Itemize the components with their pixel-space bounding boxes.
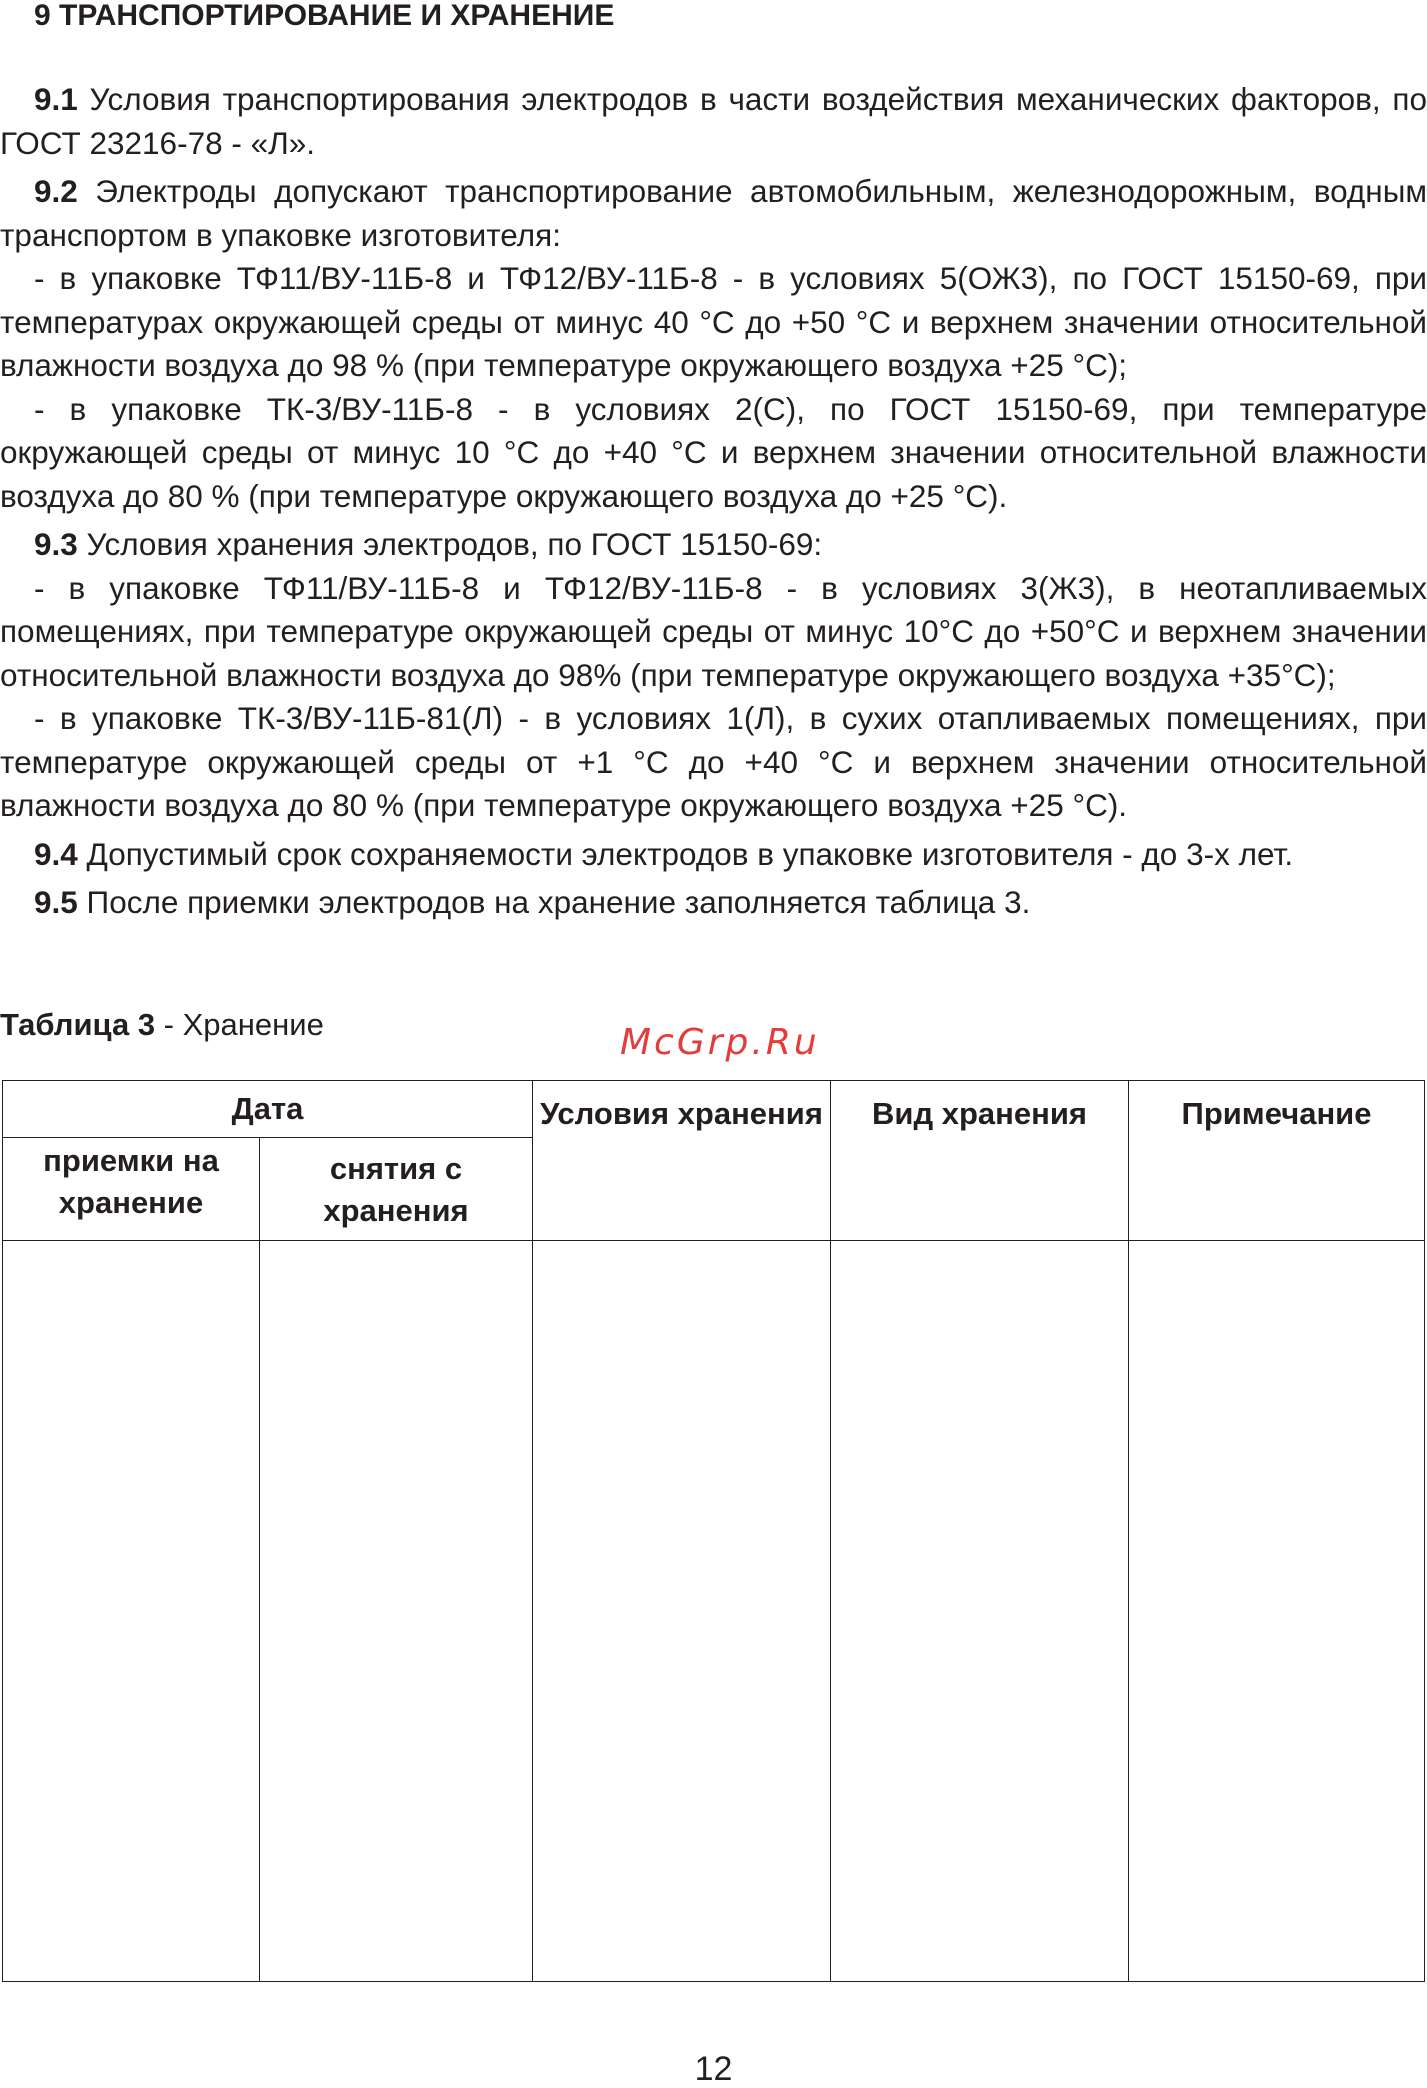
paragraph-text: Допустимый срок сохраняемости электродов в упаковке изготовителя - до 3-х лет. bbox=[77, 835, 1294, 872]
paragraph-9-2-item-1: - в упаковке ТФ11/ВУ-11Б-8 и ТФ12/ВУ-11Б-8 - в условиях 5(ОЖ3), по ГОСТ 15150-69, при температурах окружающей среды от минус 40 °С до +50 °С и верхнем значении относительной влажности воздуха до 98 % (при температуре окружающего воздуха +25 °С); bbox=[0, 260, 1427, 383]
paragraph-number: 9.2 bbox=[34, 173, 78, 209]
paragraph-9-4 bbox=[0, 833, 1427, 877]
paragraph-9-1 bbox=[0, 78, 1427, 165]
paragraph-9-5 bbox=[0, 881, 1427, 925]
paragraph-number: 9.4 bbox=[34, 835, 78, 872]
section-heading: 9 ТРАНСПОРТИРОВАНИЕ И ХРАНЕНИЕ bbox=[34, 0, 615, 32]
header-conditions-label: Условия хранения bbox=[540, 1096, 823, 1131]
cell-note[interactable] bbox=[1129, 1241, 1425, 1982]
paragraph-text: Электроды допускают транспортирование автомобильным, железнодорожным, водным транспортом в упаковке изготовителя: bbox=[0, 173, 1427, 253]
table-caption-label: Таблица 3 bbox=[0, 1007, 156, 1042]
header-date-received-label: приемки на хранение bbox=[43, 1143, 219, 1220]
table-row bbox=[3, 1241, 1425, 1982]
header-storage-type bbox=[831, 1081, 1129, 1241]
paragraph-9-2 bbox=[0, 170, 1427, 257]
section-body bbox=[0, 78, 1427, 925]
paragraph-text: Условия транспортирования электродов в части воздействия механических факторов, по ГОСТ 23216-78 - «Л». bbox=[0, 81, 1427, 161]
paragraph-text: Условия хранения электродов, по ГОСТ 15150-69: bbox=[77, 526, 823, 562]
watermark: McGrp.Ru bbox=[620, 1022, 820, 1063]
header-note bbox=[1129, 1081, 1425, 1241]
cell-date-received[interactable] bbox=[3, 1241, 260, 1982]
paragraph-number: 9.5 bbox=[34, 884, 78, 920]
paragraph-9-3-item-2: - в упаковке ТК-3/ВУ-11Б-81(Л) - в условиях 1(Л), в сухих отапливаемых помещениях, при температуре окружающей среды от +1 °С до +40 °С и верхнем значении относительной влажности воздуха до 80 % (при температуре окружающего воздуха +25 °С). bbox=[0, 700, 1427, 823]
header-conditions bbox=[533, 1081, 831, 1241]
paragraph-number: 9.3 bbox=[34, 526, 78, 562]
cell-conditions[interactable] bbox=[533, 1241, 831, 1982]
paragraph-9-3 bbox=[0, 523, 1427, 567]
header-date-removed-label: снятия с хранения bbox=[323, 1151, 469, 1228]
header-date-removed bbox=[260, 1138, 533, 1241]
storage-table bbox=[2, 1080, 1425, 1982]
table-caption-title: - Хранение bbox=[155, 1007, 324, 1042]
header-storage-type-label: Вид хранения bbox=[872, 1096, 1087, 1131]
cell-date-removed[interactable] bbox=[260, 1241, 533, 1982]
paragraph-text: После приемки электродов на хранение заполняется таблица 3. bbox=[77, 884, 1031, 920]
paragraph-number: 9.1 bbox=[34, 81, 78, 117]
header-date: Дата bbox=[3, 1081, 533, 1138]
header-date-received bbox=[3, 1138, 260, 1241]
cell-storage-type[interactable] bbox=[831, 1241, 1129, 1982]
paragraph-9-2-item-2: - в упаковке ТК-3/ВУ-11Б-8 - в условиях 2(С), по ГОСТ 15150-69, при температуре окружающей среды от минус 10 °С до +40 °С и верхнем значении относительной влажности воздуха до 80 % (при температуре окружающего воздуха до +25 °С). bbox=[0, 390, 1427, 514]
page-number: 12 bbox=[694, 2050, 733, 2088]
table-caption bbox=[0, 1005, 324, 1045]
paragraph-9-3-item-1: - в упаковке ТФ11/ВУ-11Б-8 и ТФ12/ВУ-11Б-8 - в условиях 3(Ж3), в неотапливаемых помещениях, при температуре окружающей среды от минус 10°С до +50°С и верхнем значении относительной влажности воздуха до 98% (при температуре окружающего воздуха +35°С); bbox=[0, 569, 1427, 693]
header-note-label: Примечание bbox=[1181, 1096, 1372, 1131]
